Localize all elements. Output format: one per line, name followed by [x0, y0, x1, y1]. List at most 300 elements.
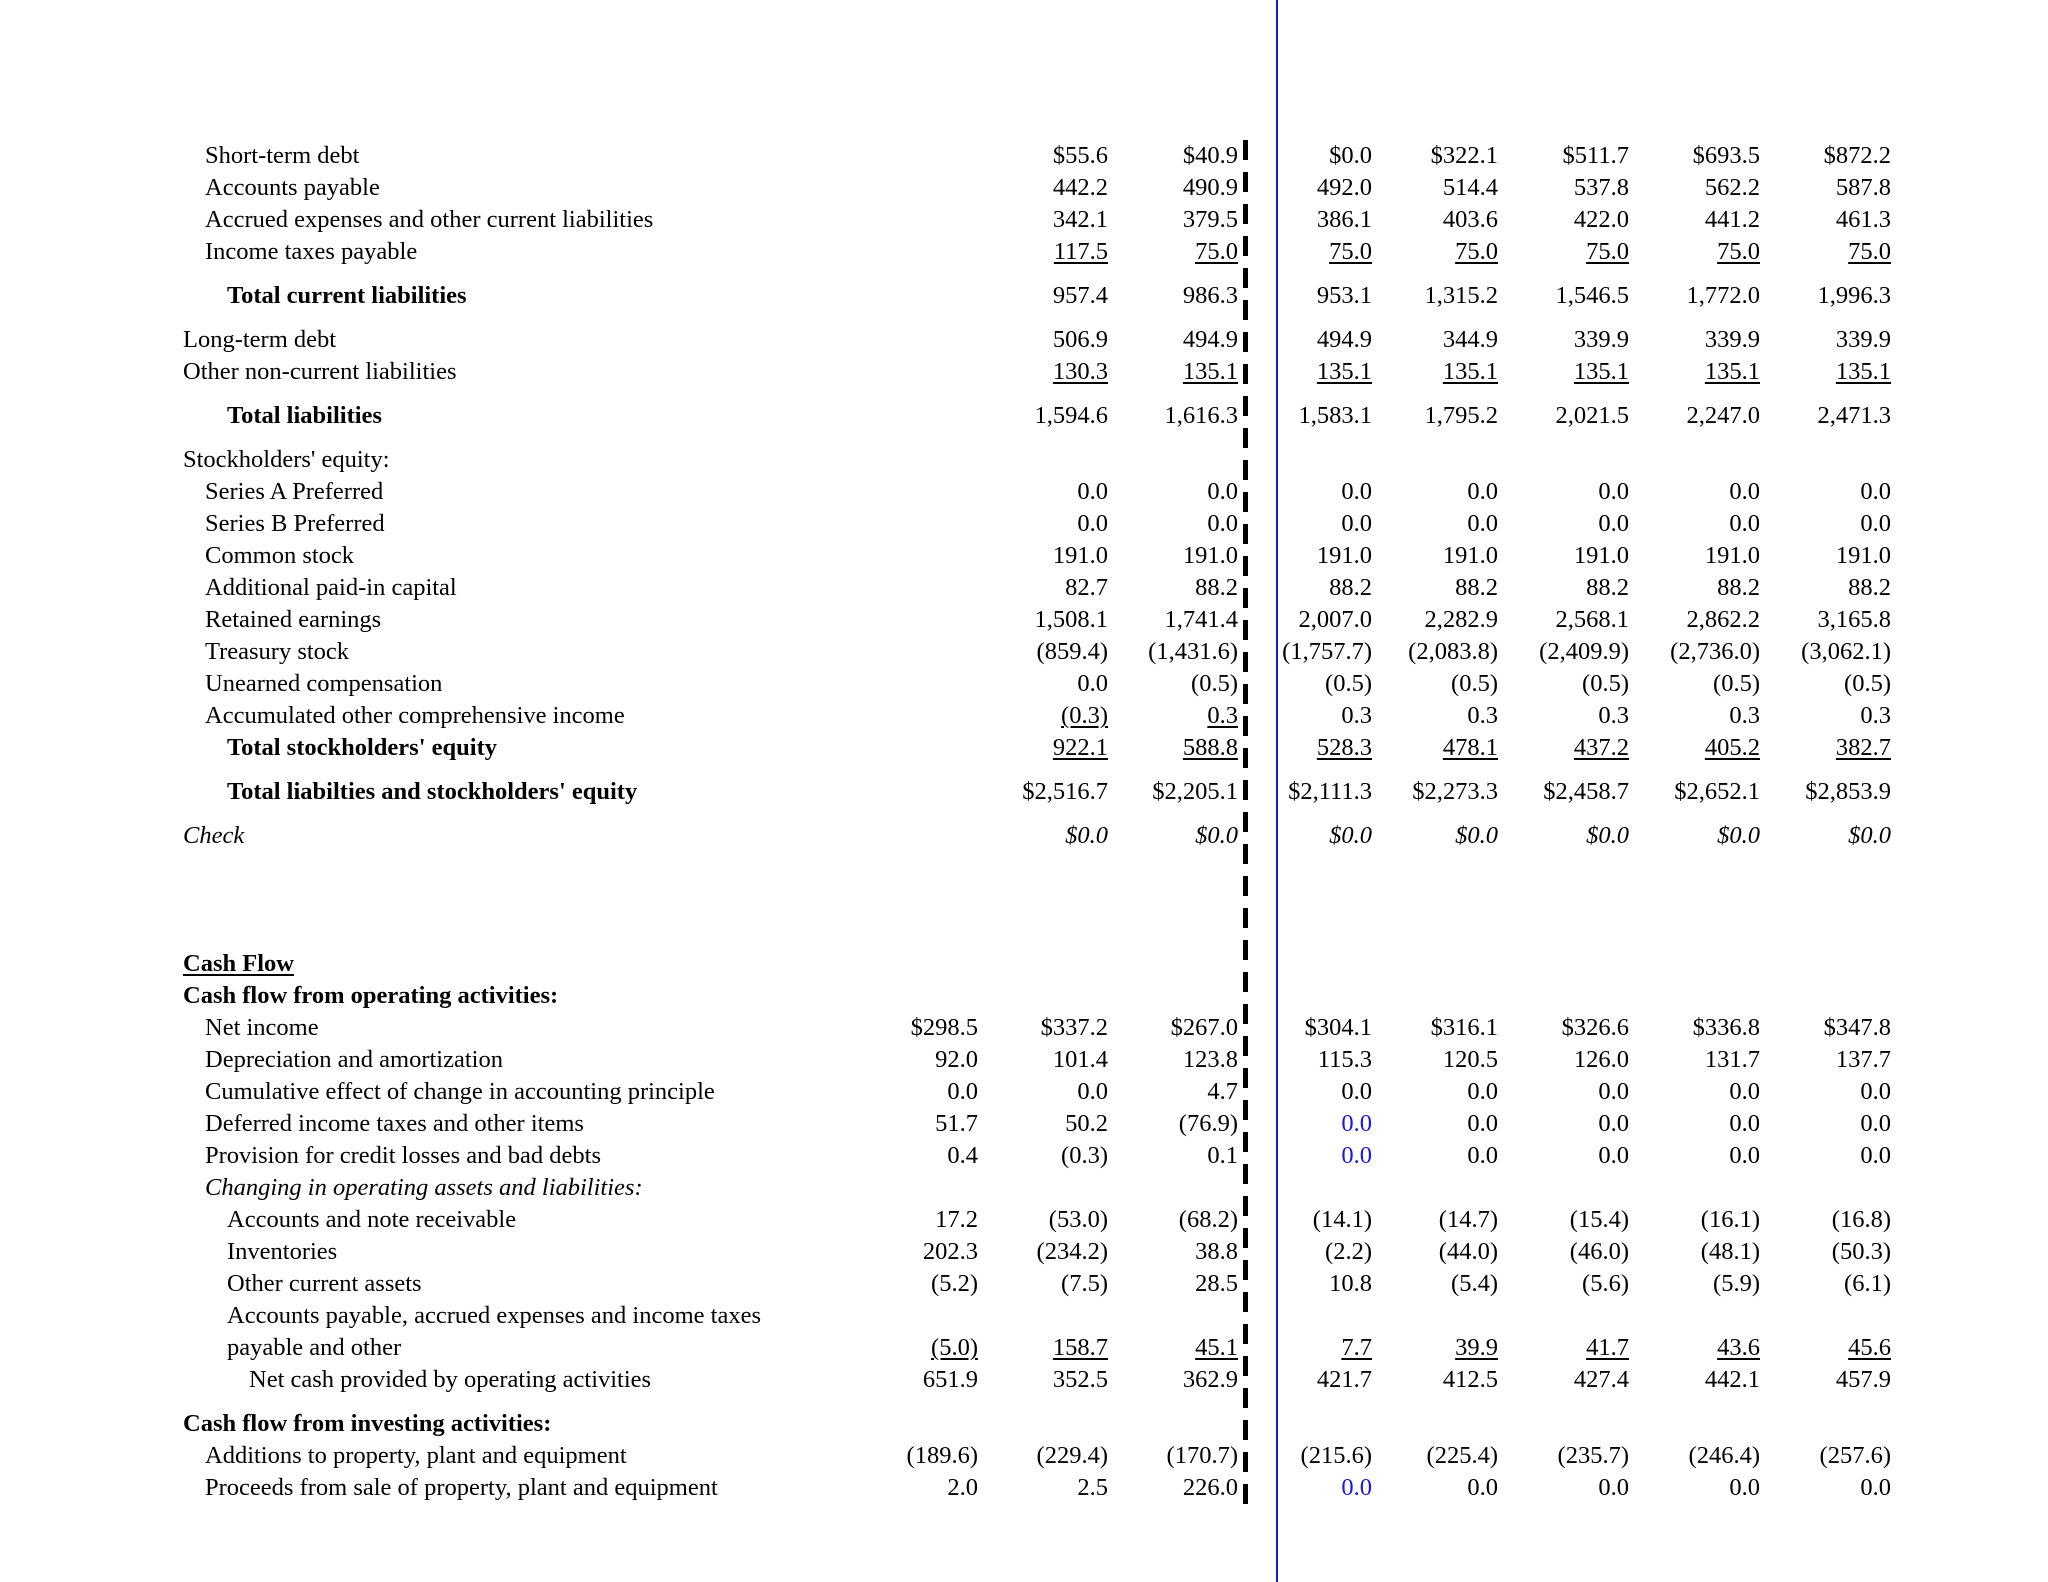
value-cell[interactable]: 441.2	[1704, 206, 1760, 233]
value-cell[interactable]: 0.0	[1207, 510, 1238, 537]
table-row	[0, 356, 2048, 388]
value-cell[interactable]: 537.8	[1573, 174, 1629, 201]
table-row	[0, 1204, 2048, 1236]
table-row	[0, 636, 2048, 668]
value-cell[interactable]: 514.4	[1442, 174, 1498, 201]
value-cell[interactable]: (15.4)	[1569, 1206, 1629, 1233]
value-cell[interactable]: 0.0	[1077, 1078, 1108, 1105]
value-cell[interactable]: 88.2	[1717, 574, 1760, 601]
value-cell[interactable]: 339.9	[1573, 326, 1629, 353]
value-cell[interactable]: 953.1	[1316, 282, 1372, 309]
value-cell[interactable]: 0.0	[1729, 1078, 1760, 1105]
table-row	[0, 700, 2048, 732]
value-cell[interactable]: 0.0	[1729, 1474, 1760, 1501]
table-row	[0, 280, 2048, 312]
value-cell[interactable]: $0.0	[1329, 142, 1372, 169]
value-cell[interactable]: 130.3	[1052, 358, 1108, 385]
value-cell[interactable]: (0.5)	[1451, 670, 1498, 697]
value-cell[interactable]: (2,736.0)	[1670, 638, 1760, 665]
value-cell[interactable]: 1,546.5	[1555, 282, 1629, 309]
value-cell[interactable]: 0.4	[947, 1142, 978, 1169]
value-cell[interactable]: 0.0	[1860, 478, 1891, 505]
value-cell[interactable]: 0.0	[1467, 1078, 1498, 1105]
value-cell[interactable]: 437.2	[1573, 734, 1629, 761]
value-cell[interactable]: 403.6	[1442, 206, 1498, 233]
value-cell[interactable]: (16.1)	[1700, 1206, 1760, 1233]
value-cell[interactable]: (1,757.7)	[1282, 638, 1372, 665]
row-label[interactable]: Accounts and note receivable	[227, 1206, 517, 1233]
value-cell[interactable]: (235.7)	[1557, 1442, 1629, 1469]
value-cell[interactable]: 38.8	[1195, 1238, 1238, 1265]
row-label[interactable]: Total current liabilities	[227, 282, 467, 309]
value-cell[interactable]: 0.0	[1207, 478, 1238, 505]
value-cell[interactable]: 1,508.1	[1034, 606, 1108, 633]
value-cell[interactable]: 2,282.9	[1424, 606, 1498, 633]
value-cell[interactable]: 1,795.2	[1424, 402, 1498, 429]
value-cell[interactable]: 101.4	[1052, 1046, 1108, 1073]
value-cell[interactable]: (246.4)	[1688, 1442, 1760, 1469]
value-cell[interactable]: 442.2	[1052, 174, 1108, 201]
value-cell[interactable]: 191.0	[1835, 542, 1891, 569]
value-cell[interactable]: $337.2	[1040, 1014, 1108, 1041]
value-cell[interactable]: 362.9	[1182, 1366, 1238, 1393]
value-cell[interactable]: 379.5	[1182, 206, 1238, 233]
value-cell[interactable]: (76.9)	[1178, 1110, 1238, 1137]
value-cell[interactable]: 0.0	[1467, 1110, 1498, 1137]
value-cell[interactable]: $316.1	[1430, 1014, 1498, 1041]
table-row	[0, 1300, 2048, 1332]
value-cell[interactable]: 492.0	[1316, 174, 1372, 201]
row-label[interactable]: Long-term debt	[183, 326, 337, 353]
row-label[interactable]: payable and other	[227, 1334, 402, 1361]
value-cell[interactable]: 562.2	[1704, 174, 1760, 201]
row-label[interactable]: Cash flow from operating activities:	[183, 982, 559, 1009]
value-cell[interactable]: (234.2)	[1036, 1238, 1108, 1265]
value-cell[interactable]: 191.0	[1182, 542, 1238, 569]
value-cell[interactable]: 0.3	[1341, 702, 1372, 729]
value-cell[interactable]: $347.8	[1823, 1014, 1891, 1041]
row-label[interactable]: Accrued expenses and other current liabilities	[205, 206, 654, 233]
row-label[interactable]: Series A Preferred	[205, 478, 384, 505]
value-cell[interactable]: 405.2	[1704, 734, 1760, 761]
value-cell[interactable]: 382.7	[1835, 734, 1891, 761]
value-cell[interactable]: 922.1	[1052, 734, 1108, 761]
value-cell[interactable]: (215.6)	[1300, 1442, 1372, 1469]
value-cell[interactable]: 0.3	[1729, 702, 1760, 729]
value-cell[interactable]: 494.9	[1316, 326, 1372, 353]
value-cell[interactable]: 202.3	[922, 1238, 978, 1265]
value-cell[interactable]: 2.0	[947, 1474, 978, 1501]
value-cell[interactable]: 0.0	[1860, 1078, 1891, 1105]
value-cell[interactable]: $2,853.9	[1805, 778, 1891, 805]
value-cell[interactable]: 0.3	[1860, 702, 1891, 729]
value-cell[interactable]: 131.7	[1704, 1046, 1760, 1073]
row-label[interactable]: Net cash provided by operating activities	[249, 1366, 652, 1393]
value-cell[interactable]: 1,594.6	[1034, 402, 1108, 429]
value-cell[interactable]: 123.8	[1182, 1046, 1238, 1073]
value-cell[interactable]: $0.0	[1455, 822, 1498, 849]
table-row	[0, 140, 2048, 172]
value-cell[interactable]: (50.3)	[1831, 1238, 1891, 1265]
value-cell[interactable]: 191.0	[1052, 542, 1108, 569]
value-cell[interactable]: 92.0	[935, 1046, 978, 1073]
value-cell[interactable]: (5.4)	[1451, 1270, 1498, 1297]
row-label[interactable]: Depreciation and amortization	[205, 1046, 503, 1073]
value-cell[interactable]: 427.4	[1573, 1366, 1629, 1393]
value-cell[interactable]: 1,996.3	[1817, 282, 1891, 309]
value-cell[interactable]: 75.0	[1455, 238, 1498, 265]
table-row	[0, 1364, 2048, 1396]
value-cell[interactable]: 0.0	[1729, 1142, 1760, 1169]
row-label[interactable]: Additional paid-in capital	[205, 574, 457, 601]
value-cell[interactable]: 88.2	[1455, 574, 1498, 601]
table-row	[0, 444, 2048, 476]
value-cell[interactable]: 2,862.2	[1686, 606, 1760, 633]
value-cell[interactable]: 1,772.0	[1686, 282, 1760, 309]
row-label[interactable]: Cumulative effect of change in accounting principle	[205, 1078, 715, 1105]
value-cell[interactable]: 43.6	[1717, 1334, 1760, 1361]
value-cell[interactable]: 0.0	[1077, 670, 1108, 697]
value-cell[interactable]: (14.1)	[1312, 1206, 1372, 1233]
row-label[interactable]: Proceeds from sale of property, plant and equipment	[205, 1474, 718, 1501]
table-row	[0, 820, 2048, 852]
value-cell[interactable]: 422.0	[1573, 206, 1629, 233]
value-cell[interactable]: 1,315.2	[1424, 282, 1498, 309]
value-cell[interactable]: $0.0	[1065, 822, 1108, 849]
value-cell[interactable]: 2,247.0	[1686, 402, 1760, 429]
value-cell[interactable]: 478.1	[1442, 734, 1498, 761]
row-label[interactable]: Short-term debt	[205, 142, 360, 169]
value-cell[interactable]: 494.9	[1182, 326, 1238, 353]
table-row	[0, 1044, 2048, 1076]
value-cell[interactable]: (189.6)	[906, 1442, 978, 1469]
row-label[interactable]: Income taxes payable	[205, 238, 418, 265]
value-cell[interactable]: 588.8	[1182, 734, 1238, 761]
value-cell[interactable]: 506.9	[1052, 326, 1108, 353]
value-cell[interactable]: $322.1	[1430, 142, 1498, 169]
table-row	[0, 980, 2048, 1012]
value-cell[interactable]: 88.2	[1195, 574, 1238, 601]
value-cell[interactable]: $2,458.7	[1543, 778, 1629, 805]
value-cell[interactable]: $693.5	[1692, 142, 1760, 169]
value-cell[interactable]: 120.5	[1442, 1046, 1498, 1073]
value-cell[interactable]: $298.5	[910, 1014, 978, 1041]
value-cell[interactable]: 226.0	[1182, 1474, 1238, 1501]
value-cell[interactable]: 352.5	[1052, 1366, 1108, 1393]
value-cell[interactable]: $2,111.3	[1288, 778, 1372, 805]
row-label[interactable]: Unearned compensation	[205, 670, 443, 697]
value-cell[interactable]: (2.2)	[1325, 1238, 1372, 1265]
value-cell[interactable]: (0.3)	[1061, 1142, 1108, 1169]
value-cell[interactable]: 0.0	[1860, 1474, 1891, 1501]
value-cell[interactable]: (5.2)	[931, 1270, 978, 1297]
table-row	[0, 1012, 2048, 1044]
value-cell[interactable]: 51.7	[935, 1110, 978, 1137]
row-label[interactable]: Stockholders' equity:	[183, 446, 390, 473]
value-cell[interactable]: 4.7	[1207, 1078, 1238, 1105]
table-row	[0, 508, 2048, 540]
value-cell[interactable]: 158.7	[1052, 1334, 1108, 1361]
value-cell[interactable]: (14.7)	[1438, 1206, 1498, 1233]
value-cell[interactable]: 0.3	[1467, 702, 1498, 729]
value-cell[interactable]: $0.0	[1329, 822, 1372, 849]
value-cell[interactable]: $2,652.1	[1674, 778, 1760, 805]
row-label[interactable]: Total liabilities	[227, 402, 382, 429]
value-cell[interactable]: 0.1	[1207, 1142, 1238, 1169]
row-label[interactable]: Accounts payable, accrued expenses and income taxes	[227, 1302, 762, 1329]
table-row	[0, 1268, 2048, 1300]
value-cell[interactable]: $304.1	[1304, 1014, 1372, 1041]
row-label[interactable]: Accumulated other comprehensive income	[205, 702, 625, 729]
value-cell[interactable]: 1,741.4	[1164, 606, 1238, 633]
value-cell[interactable]: 2,568.1	[1555, 606, 1629, 633]
value-cell[interactable]: 412.5	[1442, 1366, 1498, 1393]
value-cell[interactable]: 0.0	[1860, 510, 1891, 537]
value-cell[interactable]: 0.0	[1467, 510, 1498, 537]
value-cell[interactable]: 0.0	[1467, 478, 1498, 505]
value-cell[interactable]: 191.0	[1704, 542, 1760, 569]
value-cell[interactable]: 528.3	[1316, 734, 1372, 761]
value-cell[interactable]: (16.8)	[1831, 1206, 1891, 1233]
row-label[interactable]: Other non-current liabilities	[183, 358, 457, 385]
value-cell[interactable]: 0.0	[1729, 478, 1760, 505]
value-cell[interactable]: 17.2	[935, 1206, 978, 1233]
value-cell[interactable]: 115.3	[1317, 1046, 1372, 1073]
value-cell[interactable]: 0.0	[1598, 1110, 1629, 1137]
value-cell[interactable]: 135.1	[1573, 358, 1629, 385]
table-row	[0, 1236, 2048, 1268]
value-cell[interactable]: 7.7	[1341, 1334, 1372, 1361]
value-cell[interactable]: 135.1	[1182, 358, 1238, 385]
table-row	[0, 540, 2048, 572]
value-cell[interactable]: (2,409.9)	[1539, 638, 1629, 665]
value-cell[interactable]: 1,583.1	[1298, 402, 1372, 429]
value-cell[interactable]: 986.3	[1182, 282, 1238, 309]
value-cell[interactable]: $0.0	[1195, 822, 1238, 849]
value-cell[interactable]: 0.0	[1341, 1110, 1372, 1137]
value-cell[interactable]: $55.6	[1052, 142, 1108, 169]
value-cell[interactable]: 386.1	[1316, 206, 1372, 233]
value-cell[interactable]: (0.5)	[1325, 670, 1372, 697]
value-cell[interactable]: 957.4	[1052, 282, 1108, 309]
value-cell[interactable]: 2,007.0	[1298, 606, 1372, 633]
value-cell[interactable]: 88.2	[1848, 574, 1891, 601]
value-cell[interactable]: (0.5)	[1844, 670, 1891, 697]
value-cell[interactable]: 0.0	[1729, 510, 1760, 537]
value-cell[interactable]: $0.0	[1586, 822, 1629, 849]
value-cell[interactable]: (1,431.6)	[1148, 638, 1238, 665]
value-cell[interactable]: (5.6)	[1582, 1270, 1629, 1297]
value-cell[interactable]: $511.7	[1562, 142, 1629, 169]
value-cell[interactable]: 88.2	[1329, 574, 1372, 601]
value-cell[interactable]: $326.6	[1561, 1014, 1629, 1041]
value-cell[interactable]: (5.9)	[1713, 1270, 1760, 1297]
value-cell[interactable]: 0.0	[1341, 1142, 1372, 1169]
row-label[interactable]: Accounts payable	[205, 174, 380, 201]
value-cell[interactable]: $0.0	[1717, 822, 1760, 849]
value-cell[interactable]: 0.0	[1598, 1078, 1629, 1105]
value-cell[interactable]: 0.0	[1341, 1474, 1372, 1501]
value-cell[interactable]: 0.0	[1341, 1078, 1372, 1105]
value-cell[interactable]: 0.3	[1598, 702, 1629, 729]
value-cell[interactable]: $40.9	[1182, 142, 1238, 169]
value-cell[interactable]: 75.0	[1586, 238, 1629, 265]
value-cell[interactable]: 0.0	[1598, 1142, 1629, 1169]
table-row	[0, 324, 2048, 356]
value-cell[interactable]: 0.0	[1729, 1110, 1760, 1137]
value-cell[interactable]: 339.9	[1835, 326, 1891, 353]
value-cell[interactable]: 3,165.8	[1817, 606, 1891, 633]
value-cell[interactable]: 342.1	[1052, 206, 1108, 233]
value-cell[interactable]: 651.9	[922, 1366, 978, 1393]
value-cell[interactable]: 0.0	[1598, 1474, 1629, 1501]
value-cell[interactable]: 191.0	[1316, 542, 1372, 569]
table-row	[0, 732, 2048, 764]
value-cell[interactable]: $267.0	[1170, 1014, 1238, 1041]
row-label[interactable]: Total stockholders' equity	[227, 734, 497, 761]
value-cell[interactable]: 0.0	[1467, 1142, 1498, 1169]
value-cell[interactable]: 0.0	[1077, 478, 1108, 505]
value-cell[interactable]: (3,062.1)	[1801, 638, 1891, 665]
value-cell[interactable]: $336.8	[1692, 1014, 1760, 1041]
value-cell[interactable]: 135.1	[1835, 358, 1891, 385]
row-label[interactable]: Total liabilties and stockholders' equity	[227, 778, 638, 805]
value-cell[interactable]: 75.0	[1329, 238, 1372, 265]
value-cell[interactable]: 135.1	[1442, 358, 1498, 385]
row-label[interactable]: Inventories	[227, 1238, 338, 1265]
value-cell[interactable]: (2,083.8)	[1408, 638, 1498, 665]
row-label[interactable]: Series B Preferred	[205, 510, 385, 537]
value-cell[interactable]: 0.0	[1341, 510, 1372, 537]
value-cell[interactable]: (7.5)	[1061, 1270, 1108, 1297]
row-label[interactable]: Retained earnings	[205, 606, 382, 633]
value-cell[interactable]: 135.1	[1704, 358, 1760, 385]
table-row	[0, 476, 2048, 508]
value-cell[interactable]: 457.9	[1835, 1366, 1891, 1393]
value-cell[interactable]: 50.2	[1065, 1110, 1108, 1137]
value-cell[interactable]: 0.0	[947, 1078, 978, 1105]
value-cell[interactable]: 41.7	[1586, 1334, 1629, 1361]
value-cell[interactable]: 2,471.3	[1817, 402, 1891, 429]
value-cell[interactable]: 45.6	[1848, 1334, 1891, 1361]
value-cell[interactable]: (68.2)	[1178, 1206, 1238, 1233]
table-row	[0, 948, 2048, 980]
table-row	[0, 1172, 2048, 1204]
value-cell[interactable]: (48.1)	[1700, 1238, 1760, 1265]
value-cell[interactable]: 461.3	[1835, 206, 1891, 233]
value-cell[interactable]: (229.4)	[1036, 1442, 1108, 1469]
table-row	[0, 1108, 2048, 1140]
value-cell[interactable]: (5.0)	[931, 1334, 978, 1361]
row-label[interactable]: Treasury stock	[205, 638, 350, 665]
value-cell[interactable]: 1,616.3	[1164, 402, 1238, 429]
value-cell[interactable]: 0.0	[1598, 510, 1629, 537]
row-label[interactable]: Net income	[205, 1014, 319, 1041]
table-row	[0, 236, 2048, 268]
value-cell[interactable]: 587.8	[1835, 174, 1891, 201]
table-row	[0, 1440, 2048, 1472]
value-cell[interactable]: $872.2	[1823, 142, 1891, 169]
value-cell[interactable]: 39.9	[1455, 1334, 1498, 1361]
row-label[interactable]: Check	[183, 822, 245, 849]
value-cell[interactable]: (225.4)	[1426, 1442, 1498, 1469]
table-row	[0, 204, 2048, 236]
value-cell[interactable]: 2.5	[1077, 1474, 1108, 1501]
value-cell[interactable]: 442.1	[1704, 1366, 1760, 1393]
value-cell[interactable]: (257.6)	[1819, 1442, 1891, 1469]
value-cell[interactable]: 10.8	[1329, 1270, 1372, 1297]
value-cell[interactable]: 88.2	[1586, 574, 1629, 601]
table-row	[0, 172, 2048, 204]
value-cell[interactable]: 0.3	[1207, 702, 1238, 729]
row-label[interactable]: Provision for credit losses and bad debts	[205, 1142, 602, 1169]
value-cell[interactable]: (0.5)	[1191, 670, 1238, 697]
value-cell[interactable]: 421.7	[1316, 1366, 1372, 1393]
value-cell[interactable]: 137.7	[1835, 1046, 1891, 1073]
value-cell[interactable]: 490.9	[1182, 174, 1238, 201]
row-label[interactable]: Cash flow from investing activities:	[183, 1410, 552, 1437]
value-cell[interactable]: 117.5	[1053, 238, 1108, 265]
value-cell[interactable]: 339.9	[1704, 326, 1760, 353]
value-cell[interactable]: (0.5)	[1713, 670, 1760, 697]
value-cell[interactable]: $2,205.1	[1152, 778, 1238, 805]
value-cell[interactable]: 82.7	[1065, 574, 1108, 601]
value-cell[interactable]: (859.4)	[1036, 638, 1108, 665]
row-label[interactable]: Common stock	[205, 542, 355, 569]
value-cell[interactable]: 2,021.5	[1555, 402, 1629, 429]
table-row	[0, 400, 2048, 432]
value-cell[interactable]: (46.0)	[1569, 1238, 1629, 1265]
row-label[interactable]: Other current assets	[227, 1270, 422, 1297]
table-row	[0, 1472, 2048, 1504]
table-row	[0, 1140, 2048, 1172]
value-cell[interactable]: 0.0	[1860, 1142, 1891, 1169]
row-label[interactable]: Additions to property, plant and equipment	[205, 1442, 627, 1469]
value-cell[interactable]: $2,273.3	[1412, 778, 1498, 805]
value-cell[interactable]: 344.9	[1442, 326, 1498, 353]
value-cell[interactable]: 126.0	[1573, 1046, 1629, 1073]
value-cell[interactable]: 28.5	[1195, 1270, 1238, 1297]
value-cell[interactable]: 135.1	[1316, 358, 1372, 385]
value-cell[interactable]: (0.5)	[1582, 670, 1629, 697]
value-cell[interactable]: 75.0	[1195, 238, 1238, 265]
table-row	[0, 776, 2048, 808]
value-cell[interactable]: (6.1)	[1844, 1270, 1891, 1297]
value-cell[interactable]: (0.3)	[1061, 702, 1108, 729]
value-cell[interactable]: 0.0	[1467, 1474, 1498, 1501]
value-cell[interactable]: (53.0)	[1048, 1206, 1108, 1233]
value-cell[interactable]: (44.0)	[1438, 1238, 1498, 1265]
row-label[interactable]: Cash Flow	[183, 950, 294, 977]
value-cell[interactable]: 0.0	[1077, 510, 1108, 537]
value-cell[interactable]: 45.1	[1195, 1334, 1238, 1361]
table-row	[0, 1076, 2048, 1108]
value-cell[interactable]: 0.0	[1860, 1110, 1891, 1137]
value-cell[interactable]: 75.0	[1848, 238, 1891, 265]
value-cell[interactable]: 191.0	[1442, 542, 1498, 569]
value-cell[interactable]: 0.0	[1598, 478, 1629, 505]
value-cell[interactable]: $0.0	[1848, 822, 1891, 849]
table-row	[0, 1408, 2048, 1440]
value-cell[interactable]: (170.7)	[1166, 1442, 1238, 1469]
value-cell[interactable]: 75.0	[1717, 238, 1760, 265]
table-row	[0, 572, 2048, 604]
value-cell[interactable]: $2,516.7	[1022, 778, 1108, 805]
value-cell[interactable]: 0.0	[1341, 478, 1372, 505]
row-label[interactable]: Changing in operating assets and liabilities:	[205, 1174, 643, 1201]
value-cell[interactable]: 191.0	[1573, 542, 1629, 569]
row-label[interactable]: Deferred income taxes and other items	[205, 1110, 584, 1137]
